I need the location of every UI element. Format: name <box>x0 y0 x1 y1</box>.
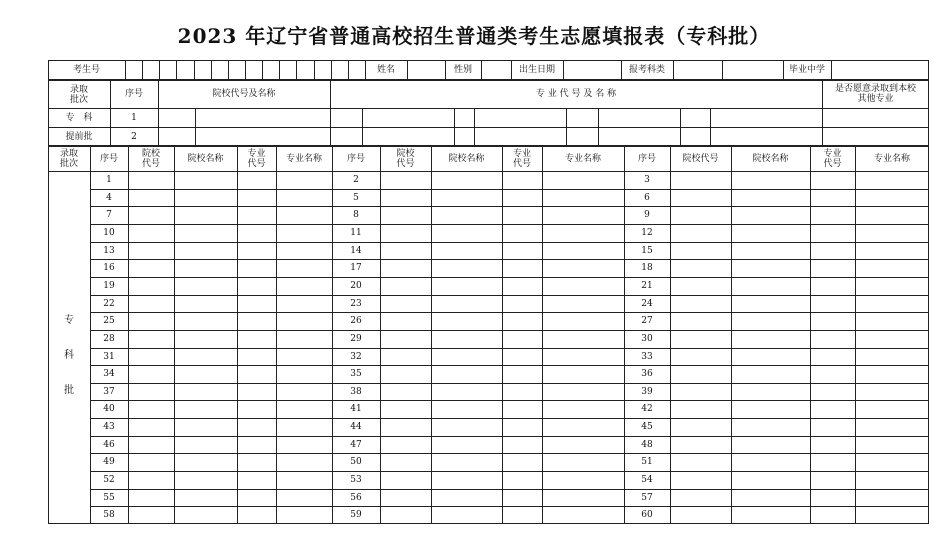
batch-vertical-char: 专 <box>64 315 74 326</box>
seq-number: 27 <box>641 316 653 326</box>
main-choice-table <box>48 146 929 524</box>
birth-date-field[interactable] <box>563 60 621 80</box>
exam-category-label: 报考科类 <box>628 65 665 75</box>
form-title: 2023 年辽宁省普通高校招生普通类考生志愿填报表（专科批） <box>177 24 771 48</box>
candidate-no-boxes[interactable] <box>125 60 365 80</box>
seq-number: 13 <box>103 246 115 256</box>
seq-number: 28 <box>103 334 115 344</box>
seq-header: 序号 <box>637 153 656 164</box>
seq-number: 40 <box>103 404 115 414</box>
seq-number: 37 <box>103 387 115 397</box>
seq-number: 4 <box>106 193 112 203</box>
seq-number: 6 <box>644 193 650 203</box>
seq-number: 18 <box>641 263 653 273</box>
seq-number: 11 <box>350 228 362 238</box>
seq-number: 31 <box>103 352 115 362</box>
seq-number: 22 <box>103 299 115 309</box>
major-name-header: 专业名称 <box>873 153 910 164</box>
seq-number: 60 <box>641 510 653 520</box>
advance-row-batch: 专 科 <box>65 112 93 123</box>
major-name-header: 专业名称 <box>285 153 322 164</box>
gender-field[interactable] <box>481 60 511 80</box>
school-name-header: 院校名称 <box>187 153 224 164</box>
seq-number: 9 <box>644 210 650 220</box>
seq-number: 51 <box>641 457 653 467</box>
seq-number: 16 <box>103 263 115 273</box>
seq-number: 23 <box>350 299 362 309</box>
seq-number: 56 <box>350 493 362 503</box>
seq-number: 45 <box>641 422 653 432</box>
seq-number: 46 <box>103 440 115 450</box>
seq-number: 54 <box>641 475 653 485</box>
name-label: 姓名 <box>376 65 395 75</box>
seq-number: 35 <box>350 369 362 379</box>
seq-number: 1 <box>106 175 112 185</box>
major-code-header: 专业 代号 <box>823 148 842 169</box>
major-code-header: 专业 代号 <box>512 148 531 169</box>
major-name-header: 专业名称 <box>564 153 601 164</box>
seq-number: 3 <box>644 175 650 185</box>
seq-number: 47 <box>350 440 362 450</box>
seq-number: 25 <box>103 316 115 326</box>
advance-seq-header: 序号 <box>124 89 143 99</box>
seq-header: 序号 <box>346 153 365 164</box>
name-field[interactable] <box>407 60 445 80</box>
seq-number: 42 <box>641 404 653 414</box>
seq-number: 20 <box>350 281 362 291</box>
gender-label: 性别 <box>453 65 472 75</box>
seq-number: 55 <box>103 493 115 503</box>
seq-number: 14 <box>350 246 362 256</box>
seq-number: 52 <box>103 475 115 485</box>
seq-number: 8 <box>353 210 359 220</box>
school-code-header: 院校代号 <box>682 153 719 164</box>
willing-adjust-header: 是否愿意录取到本校 其他专业 <box>834 84 916 104</box>
seq-number: 39 <box>641 387 653 397</box>
seq-number: 59 <box>350 510 362 520</box>
seq-number: 48 <box>641 440 653 450</box>
seq-number: 17 <box>350 263 362 273</box>
seq-number: 43 <box>103 422 115 432</box>
candidate-no-label: 考生号 <box>72 65 100 75</box>
seq-number: 57 <box>641 493 653 503</box>
seq-number: 58 <box>103 510 115 520</box>
advance-school-header: 院校代号及名称 <box>212 89 276 99</box>
seq-number: 32 <box>350 352 362 362</box>
major-code-header: 专业 代号 <box>247 148 266 169</box>
seq-number: 36 <box>641 369 653 379</box>
seq-number: 33 <box>641 352 653 362</box>
exam-category-field[interactable] <box>673 60 783 80</box>
advance-row-seq: 2 <box>131 131 137 142</box>
seq-number: 41 <box>350 404 362 414</box>
seq-number: 53 <box>350 475 362 485</box>
seq-number: 24 <box>641 299 653 309</box>
school-name-header: 院校名称 <box>448 153 485 164</box>
advance-row-batch: 提前批 <box>65 131 93 142</box>
seq-number: 19 <box>103 281 115 291</box>
graduation-school-field[interactable] <box>831 60 929 80</box>
batch-vertical-char: 批 <box>64 385 74 396</box>
seq-number: 10 <box>103 228 115 238</box>
seq-header: 序号 <box>99 153 118 164</box>
seq-number: 21 <box>641 281 653 291</box>
advance-row-seq: 1 <box>131 112 137 123</box>
seq-number: 50 <box>350 457 362 467</box>
birth-date-label: 出生日期 <box>518 65 555 75</box>
seq-number: 5 <box>353 193 359 203</box>
main-batch-header: 录取 批次 <box>59 148 78 169</box>
school-code-header: 院校 代号 <box>396 148 415 169</box>
batch-vertical-char: 科 <box>64 350 74 361</box>
seq-number: 15 <box>641 246 653 256</box>
seq-number: 7 <box>106 210 112 220</box>
seq-number: 26 <box>350 316 362 326</box>
seq-number: 34 <box>103 369 115 379</box>
seq-number: 44 <box>350 422 362 432</box>
seq-number: 29 <box>350 334 362 344</box>
advance-batch-header: 录取 批次 <box>69 85 88 105</box>
school-code-header: 院校 代号 <box>141 148 160 169</box>
seq-number: 38 <box>350 387 362 397</box>
graduation-school-label: 毕业中学 <box>788 65 825 75</box>
seq-number: 2 <box>353 175 359 185</box>
advance-major-header: 专 业 代 号 及 名 称 <box>535 89 617 99</box>
school-name-header: 院校名称 <box>752 153 789 164</box>
seq-number: 12 <box>641 228 653 238</box>
seq-number: 30 <box>641 334 653 344</box>
seq-number: 49 <box>103 457 115 467</box>
